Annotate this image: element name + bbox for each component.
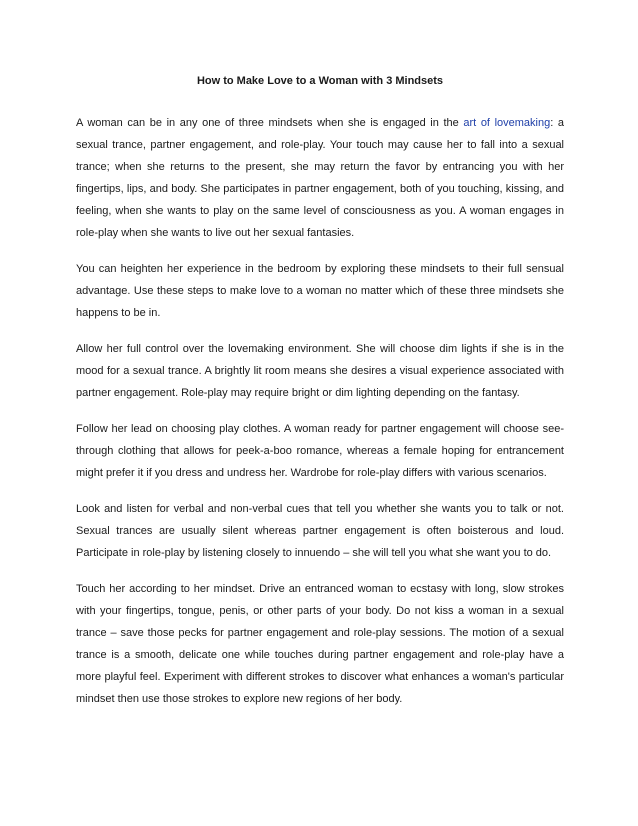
- paragraph-touch: Touch her according to her mindset. Drive an entranced woman to ecstasy with long, slow strokes with your fingertips, tongue, penis, or other parts of your body. Do not kiss a woman in a sexual trance – save those pecks for partner engagement and role-play sessions. The motion of a sexual trance is a smooth, delicate one while touches during partner engagement and role-play have a more playful feel. Experiment with different strokes to discover what enhances a woman's particular mindset then use those strokes to explore new regions of her body.: [76, 583, 564, 705]
- intro-text-start: A woman can be in any one of three mindsets when she is engaged in the: [76, 117, 464, 129]
- intro-text-end: : a sexual trance, partner engagement, and role-play. Your touch may cause her to fall into a sexual trance; when she returns to the present, she may return the favor by entrancing you with her fingertips, lips, and body. She participates in partner engagement, both of you touching, kissing, and feeling, when she wants to play on the same level of consciousness as you. A woman engages in role-play when she wants to live out her sexual fantasies.: [76, 117, 565, 239]
- art-of-lovemaking-link[interactable]: art of lovemaking: [463, 117, 551, 129]
- paragraph-mindsets: You can heighten her experience in the bedroom by exploring these mindsets to their full sensual advantage. Use these steps to make love to a woman no matter which of these three mindsets she happens to be in.: [76, 263, 564, 319]
- document-title: How to Make Love to a Woman with 3 Mindsets: [196, 75, 444, 87]
- intro-paragraph: [76, 112, 564, 244]
- paragraph-environment: Allow her full control over the lovemaking environment. She will choose dim lights if she is in the mood for a sexual trance. A brightly lit room means she desires a visual experience associated with partner engagement. Role-play may require bright or dim lighting depending on the fantasy.: [76, 343, 564, 399]
- paragraph-cues: Look and listen for verbal and non-verbal cues that tell you whether she wants you to talk or not. Sexual trances are usually silent whereas partner engagement is often boisterous and loud. Participate in role-play by listening closely to innuendo – she will tell you what she want you to do.: [76, 503, 564, 559]
- paragraph-clothes: Follow her lead on choosing play clothes. A woman ready for partner engagement will choose see-through clothing that allows for peek-a-boo romance, whereas a female hoping for entrancement might prefer it if you dress and undress her. Wardrobe for role-play differs with various scenarios.: [76, 423, 564, 479]
